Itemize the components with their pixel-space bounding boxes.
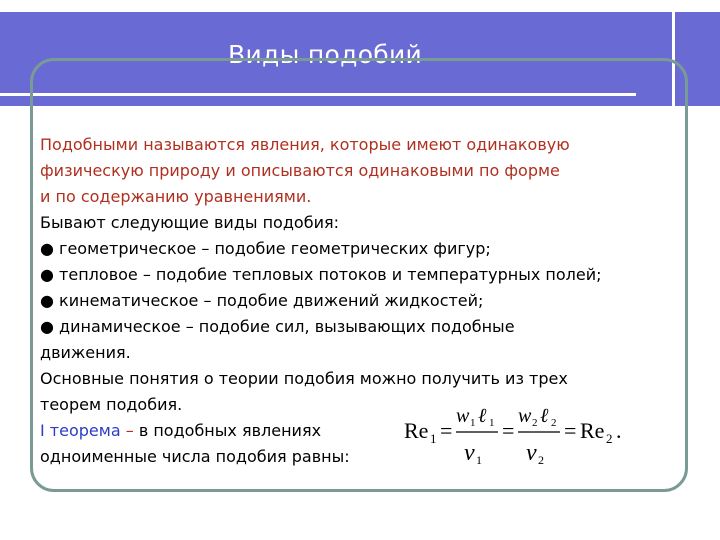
intro-line-3: и по содержанию уравнениями. [40,187,312,206]
theorem-line-1 [40,418,321,444]
formula-eq-3: = [564,418,577,443]
formula-w2: w [518,405,532,427]
reynolds-formula [400,404,640,468]
intro-line-1: Подобными называются явления, которые имеют одинаковую [40,135,570,154]
basics-line-1: Основные понятия о теории подобия можно получить из трех [40,369,568,388]
formula-re-right: Re [580,418,605,443]
kinds-intro: Бывают следующие виды подобия: [40,213,339,232]
bullet-geometric: ● геометрическое – подобие геометрических фигур; [40,239,491,258]
theorem-label: I теорема [40,421,121,440]
formula-re-left-sub: 1 [430,431,437,446]
slide-title: Виды подобий [228,40,423,69]
formula-nu2: ν [526,440,537,466]
formula-nu2-sub: 2 [538,453,544,467]
formula-re-left: Re [404,418,429,443]
formula-l2-sub: 2 [551,417,557,429]
formula-w1-sub: 1 [470,417,476,429]
theorem-dash: – [120,421,134,440]
bullet-dynamic: ● динамическое – подобие сил, вызывающих подобные [40,317,515,336]
theorem-text: в подобных явлениях [133,421,322,440]
formula-nu1-sub: 1 [476,453,482,467]
formula-eq-1: = [440,418,453,443]
theorem-line-2: одноименные числа подобия равны: [40,447,350,466]
bullet-dynamic-tail: движения. [40,343,131,362]
bullet-kinematic: ● кинематическое – подобие движений жидкостей; [40,291,484,310]
formula-l1: ℓ [478,405,487,427]
formula-w2-sub: 2 [532,417,538,429]
basics-line-2: теорем подобия. [40,395,183,414]
formula-period: . [616,418,622,443]
formula-nu1: ν [464,440,475,466]
formula-l1-sub: 1 [489,417,495,429]
formula-w1: w [456,405,470,427]
intro-line-2: физическую природу и описываются одинаковыми по форме [40,161,560,180]
formula-re-right-sub: 2 [606,431,613,446]
formula-l2: ℓ [540,405,549,427]
bullet-thermal: ● тепловое – подобие тепловых потоков и температурных полей; [40,265,602,284]
formula-eq-2: = [502,418,515,443]
